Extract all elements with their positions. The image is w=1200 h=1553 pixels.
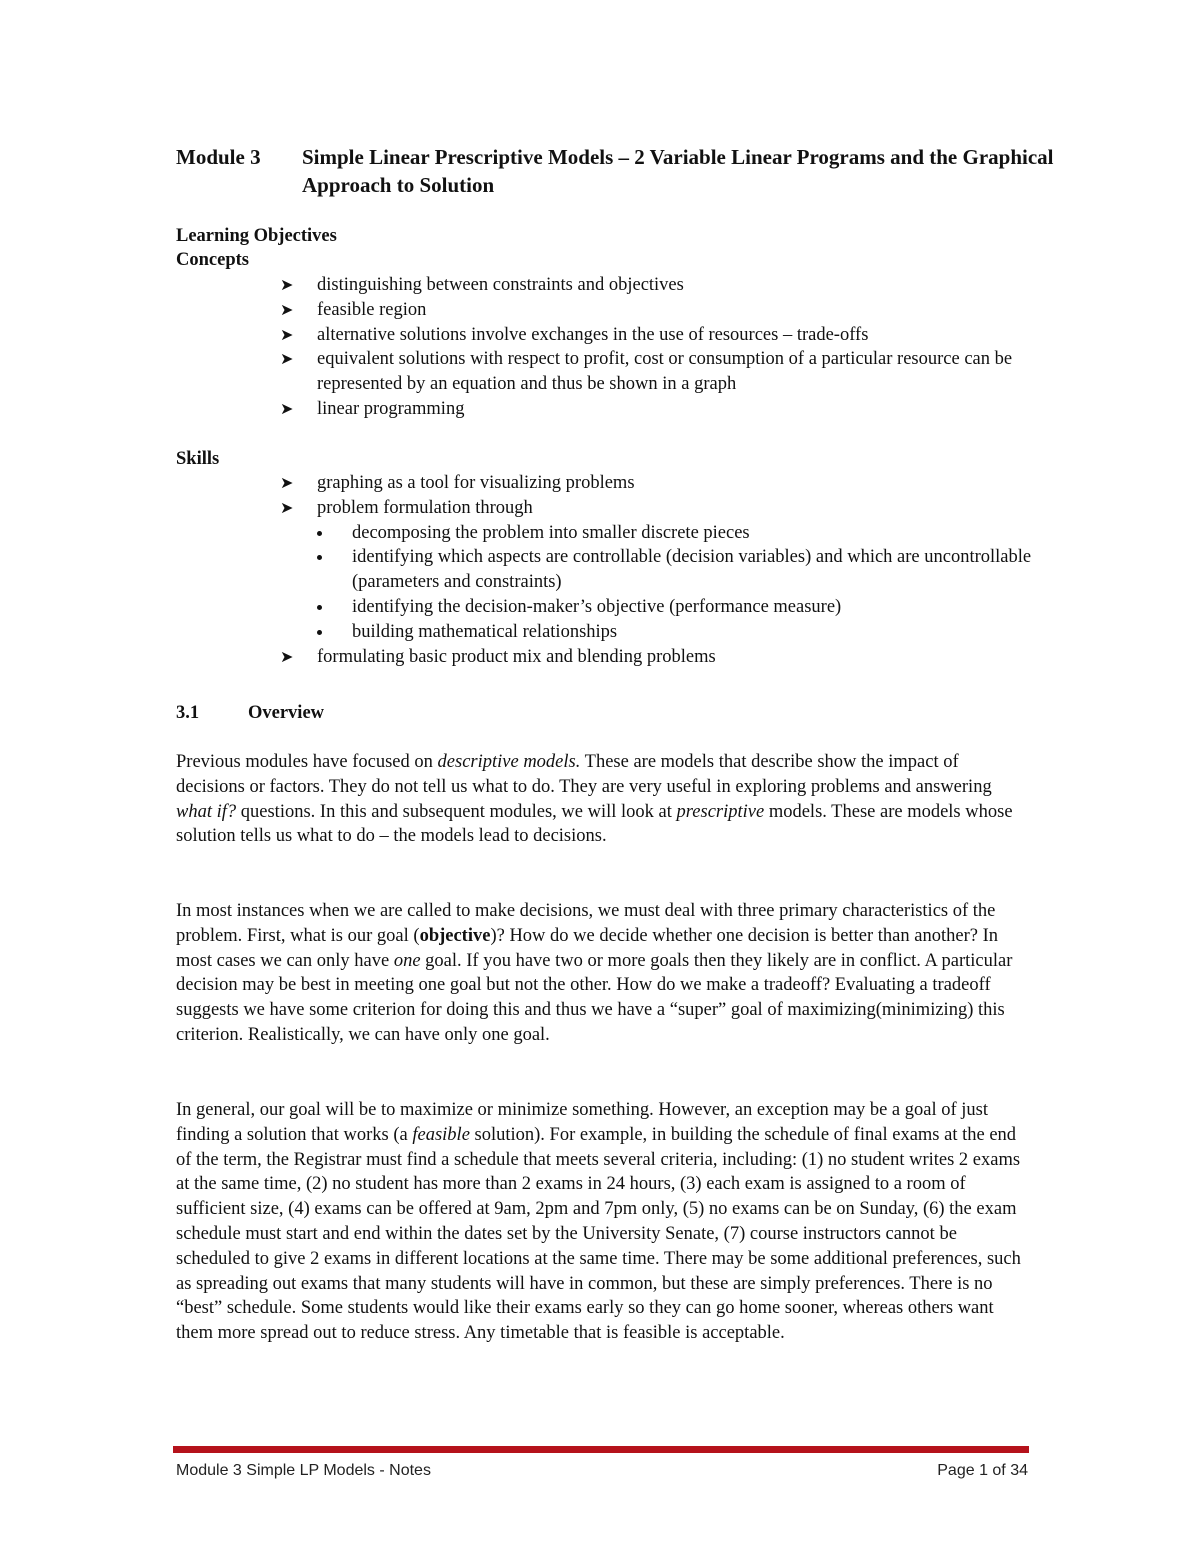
dot-bullet-icon [317,630,322,635]
paragraph-descriptive-models: Previous modules have focused on descriptive models. These are models that describe show the impact of decisions or factors. They do not tell us what to do. They are very useful in exploring problems and answering what if? questions. In this and subsequent modules, we will look at prescriptive models. These are models whose solution tells us what to do – the models lead to decisions. [176,752,1013,847]
arrowhead-bullet-icon: ➤ [280,398,294,418]
arrowhead-bullet-icon: ➤ [280,497,294,517]
footer-document-title: Module 3 Simple LP Models - Notes [176,1462,431,1479]
module-number: Module 3 [176,145,261,169]
concepts-heading: Concepts [176,250,249,270]
list-item: ➤ linear programming [176,397,1036,422]
footer-page-number: Page 1 of 34 [937,1462,1028,1479]
sublist-item: decomposing the problem into smaller discrete pieces [317,521,1036,546]
list-item: ➤ distinguishing between constraints and objectives [176,273,1036,298]
arrowhead-bullet-icon: ➤ [280,275,294,294]
arrowhead-bullet-icon: ➤ [280,646,294,666]
dot-bullet-icon [317,531,322,536]
paragraph-feasible-solution: In general, our goal will be to maximize or minimize something. However, an exception may be a goal of just finding a solution that works (a feasible solution). For example, in building the schedule of final exams at the end of the term, the Registrar must find a schedule that meets several criteria, including: (1) no student writes 2 exams at the same time, (2) no student has more than 2 exams in 24 hours, (3) each exam is assigned to a room of sufficient size, (4) exams can be offered at 9am, 2pm and 7pm only, (5) no exams can be on Sunday, (6) the exam schedule must start and end within the dates set by the University Senate, (7) course instructors cannot be scheduled to give 2 exams in different locations at the same time. There may be some additional preferences, such as spreading out exams that many students will have in common, but these are simply preferences. There is no “best” schedule. Some students would like their exams early so they can go home sooner, whereas others want them more spread out to reduce stress. Any timetable that is feasible is acceptable. [176,1100,1021,1344]
skills-heading: Skills [176,449,220,469]
sublist-item: identifying which aspects are controllable (decision variables) and which are uncontrollable (parameters and constraints) [317,545,1036,595]
section-title: Overview [248,703,325,723]
list-item: ➤ alternative solutions involve exchanges in the use of resources – trade-offs [176,323,1036,348]
arrowhead-bullet-icon: ➤ [280,349,294,369]
list-item: ➤ problem formulation through decomposing the problem into smaller discrete pieces identifying which aspects are controllable (decision variables) and which are uncontrollable (parameters and constraints) identifying the decision-maker’s objective (performance measure) building mathematical relationships [176,496,1036,645]
arrowhead-bullet-icon: ➤ [280,324,294,344]
skills-list [176,471,1036,669]
arrowhead-bullet-icon: ➤ [280,299,294,319]
list-item: ➤ feasible region [176,298,1036,323]
sublist-item: identifying the decision-maker’s objective (performance measure) [317,595,1036,620]
section-number: 3.1 [176,703,200,723]
arrowhead-bullet-icon: ➤ [280,473,294,492]
learning-objectives-heading: Learning Objectives [176,226,337,246]
list-item: ➤ equivalent solutions with respect to profit, cost or consumption of a particular resource can be represented by an equation and thus be shown in a graph [280,349,1013,395]
list-item: ➤ graphing as a tool for visualizing problems [176,471,1036,496]
dot-bullet-icon [317,555,322,560]
list-item: ➤ formulating basic product mix and blending problems [176,645,1036,670]
skills-sublist [317,521,1036,645]
paragraph-objective: In most instances when we are called to make decisions, we must deal with three primary characteristics of the problem. First, what is our goal (objective)? How do we decide whether one decision is better than another? In most cases we can only have one goal. If you have two or more goals then they likely are in conflict. A particular decision may be best in meeting one goal but not the other. How do we make a tradeoff? Evaluating a tradeoff suggests we have some criterion for doing this and thus we have a “super” goal of maximizing(minimizing) this criterion. Realistically, we can have only one goal. [176,901,1013,1045]
dot-bullet-icon [317,605,322,610]
sublist-item: building mathematical relationships [317,620,1036,645]
footer-rule [173,1446,1029,1453]
concepts-list [176,273,1036,422]
module-title: Simple Linear Prescriptive Models – 2 Variable Linear Programs and the Graphical Approach to Solution [302,145,1054,197]
